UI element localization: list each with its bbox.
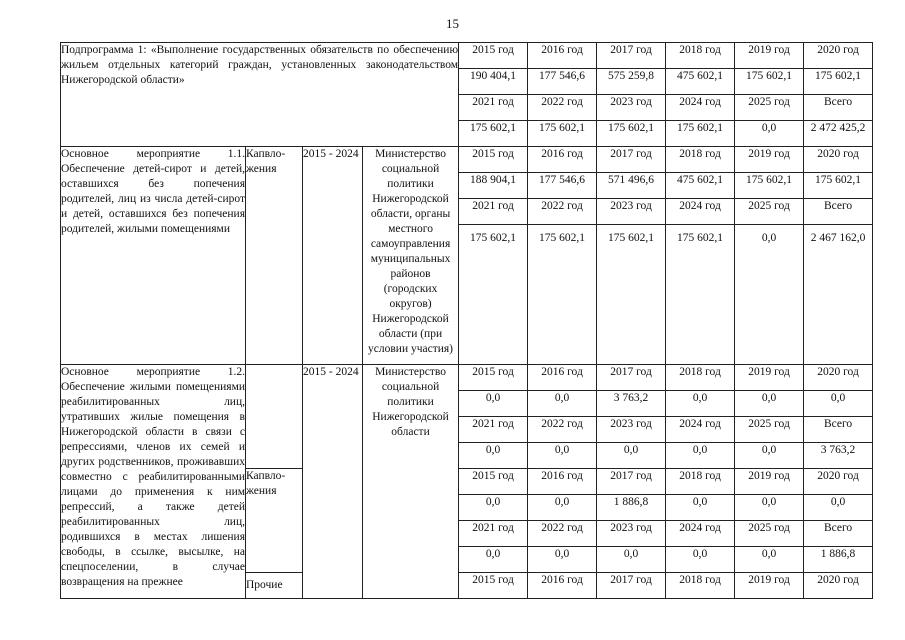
value-cell: 475 602,1 (666, 173, 735, 199)
measure2-type-capital: Капвло-жения (246, 469, 303, 573)
year-cell: 2018 год (666, 43, 735, 69)
year-cell: 2017 год (597, 469, 666, 495)
value-cell: 0,0 (666, 443, 735, 469)
value-cell: 0,0 (459, 443, 528, 469)
value-cell: 177 546,6 (528, 69, 597, 95)
value-cell: 571 496,6 (597, 173, 666, 199)
value-cell: 175 602,1 (459, 225, 528, 365)
year-cell: 2019 год (735, 469, 804, 495)
year-cell: 2017 год (597, 43, 666, 69)
value-cell: 188 904,1 (459, 173, 528, 199)
measure1-title: Основное мероприятие 1.1. Обеспечение детей-сирот и детей, оставшихся без попечения родителей, лиц из числа детей-сирот и детей, оставшихся без попечения родителей, жилыми помещениями (61, 147, 246, 365)
year-cell: 2019 год (735, 43, 804, 69)
value-cell: 0,0 (735, 225, 804, 365)
value-cell: 0,0 (528, 495, 597, 521)
value-cell: 175 602,1 (735, 173, 804, 199)
value-cell: 0,0 (735, 121, 804, 147)
year-cell: 2025 год (735, 417, 804, 443)
year-cell: 2020 год (804, 43, 873, 69)
value-cell: 0,0 (735, 391, 804, 417)
value-cell: 0,0 (528, 547, 597, 573)
value-cell: 175 602,1 (735, 69, 804, 95)
budget-table (60, 42, 873, 599)
value-cell: 0,0 (666, 391, 735, 417)
value-cell: 177 546,6 (528, 173, 597, 199)
value-cell: 3 763,2 (597, 391, 666, 417)
year-cell: 2018 год (666, 469, 735, 495)
measure2-type-total (246, 365, 303, 469)
year-cell: 2016 год (528, 43, 597, 69)
year-cell: 2018 год (666, 365, 735, 391)
year-cell: 2019 год (735, 573, 804, 599)
measure1-executor: Министерство социальной политики Нижегородской области, органы местного самоуправления муниципальных районов (городских округов) Нижегородской области (при условии участия) (363, 147, 459, 365)
year-cell: 2024 год (666, 95, 735, 121)
total-value-cell: 2 472 425,2 (804, 121, 873, 147)
year-cell: 2022 год (528, 417, 597, 443)
value-cell: 0,0 (666, 495, 735, 521)
year-cell: 2020 год (804, 573, 873, 599)
year-cell: 2015 год (459, 573, 528, 599)
year-cell: 2015 год (459, 469, 528, 495)
total-label-cell: Всего (804, 417, 873, 443)
year-cell: 2016 год (528, 573, 597, 599)
year-cell: 2021 год (459, 521, 528, 547)
year-cell: 2019 год (735, 147, 804, 173)
year-cell: 2017 год (597, 147, 666, 173)
total-label-cell: Всего (804, 95, 873, 121)
measure2-title: Основное мероприятие 1.2. Обеспечение жилыми помещениями реабилитированных лиц, утративших жилые помещения в Нижегородской области в связи с репрессиями, членов их семей и других родственников, проживавших совместно с реабилитированными лицами до применения к ним репрессий, а также детей реабилитированных лиц, родившихся в местах лишения свободы, в ссылке, высылке, на спецпоселении, в случае возвращения на прежнее (61, 365, 246, 599)
year-cell: 2018 год (666, 573, 735, 599)
measure1-period: 2015 - 2024 (303, 147, 363, 365)
page-number: 15 (446, 16, 459, 31)
value-cell: 0,0 (597, 443, 666, 469)
year-cell: 2015 год (459, 365, 528, 391)
year-cell: 2024 год (666, 417, 735, 443)
value-cell: 0,0 (459, 495, 528, 521)
value-cell: 175 602,1 (528, 225, 597, 365)
value-cell: 175 602,1 (528, 121, 597, 147)
value-cell: 0,0 (528, 391, 597, 417)
year-cell: 2017 год (597, 573, 666, 599)
value-cell: 0,0 (666, 547, 735, 573)
measure1-type: Капвло-жения (246, 147, 303, 365)
year-cell: 2022 год (528, 95, 597, 121)
value-cell: 575 259,8 (597, 69, 666, 95)
subprogram-years-row-1 (61, 43, 873, 69)
value-cell: 0,0 (735, 443, 804, 469)
value-cell: 175 602,1 (666, 121, 735, 147)
year-cell: 2019 год (735, 365, 804, 391)
total-label-cell: Всего (804, 199, 873, 225)
subprogram-title: Подпрограмма 1: «Выполнение государственных обязательств по обеспечению жильем отдельных категорий граждан, установленных законодательством Нижегородской области» (61, 43, 459, 147)
year-cell: 2024 год (666, 521, 735, 547)
year-cell: 2016 год (528, 365, 597, 391)
value-cell: 190 404,1 (459, 69, 528, 95)
year-cell: 2025 год (735, 199, 804, 225)
total-value-cell: 2 467 162,0 (804, 225, 873, 365)
value-cell: 0,0 (804, 391, 873, 417)
total-label-cell: Всего (804, 521, 873, 547)
value-cell: 0,0 (459, 391, 528, 417)
value-cell: 175 602,1 (666, 225, 735, 365)
year-cell: 2020 год (804, 469, 873, 495)
year-cell: 2023 год (597, 199, 666, 225)
value-cell: 475 602,1 (666, 69, 735, 95)
measure1-years-row-1 (61, 147, 873, 173)
year-cell: 2025 год (735, 95, 804, 121)
measure2-years-row-1 (61, 365, 873, 391)
year-cell: 2016 год (528, 469, 597, 495)
value-cell: 0,0 (528, 443, 597, 469)
value-cell: 1 886,8 (597, 495, 666, 521)
year-cell: 2015 год (459, 43, 528, 69)
total-value-cell: 3 763,2 (804, 443, 873, 469)
value-cell: 175 602,1 (804, 69, 873, 95)
value-cell: 0,0 (735, 547, 804, 573)
year-cell: 2021 год (459, 95, 528, 121)
value-cell: 0,0 (597, 547, 666, 573)
year-cell: 2015 год (459, 147, 528, 173)
year-cell: 2025 год (735, 521, 804, 547)
value-cell: 175 602,1 (459, 121, 528, 147)
year-cell: 2024 год (666, 199, 735, 225)
year-cell: 2020 год (804, 147, 873, 173)
year-cell: 2022 год (528, 199, 597, 225)
value-cell: 175 602,1 (804, 173, 873, 199)
year-cell: 2022 год (528, 521, 597, 547)
year-cell: 2021 год (459, 417, 528, 443)
year-cell: 2017 год (597, 365, 666, 391)
measure2-type-other: Прочие (246, 573, 303, 599)
year-cell: 2023 год (597, 95, 666, 121)
value-cell: 0,0 (459, 547, 528, 573)
value-cell: 0,0 (804, 495, 873, 521)
year-cell: 2023 год (597, 417, 666, 443)
year-cell: 2023 год (597, 521, 666, 547)
year-cell: 2018 год (666, 147, 735, 173)
measure2-period: 2015 - 2024 (303, 365, 363, 599)
year-cell: 2016 год (528, 147, 597, 173)
value-cell: 175 602,1 (597, 225, 666, 365)
year-cell: 2021 год (459, 199, 528, 225)
value-cell: 0,0 (735, 495, 804, 521)
value-cell: 175 602,1 (597, 121, 666, 147)
measure2-executor: Министерство социальной политики Нижегородской области (363, 365, 459, 599)
year-cell: 2020 год (804, 365, 873, 391)
total-value-cell: 1 886,8 (804, 547, 873, 573)
